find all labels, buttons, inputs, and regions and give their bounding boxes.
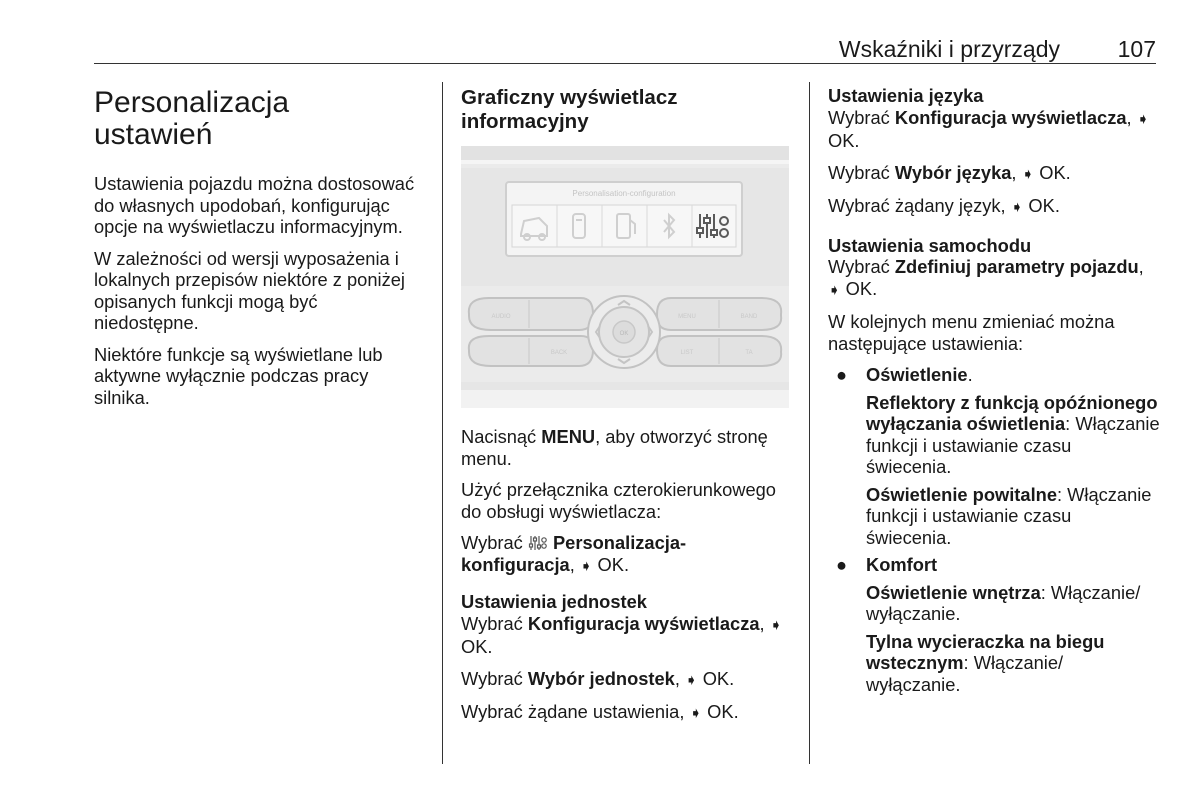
section-heading: [461, 86, 791, 134]
column-2: [461, 86, 791, 134]
paragraph: [461, 701, 791, 725]
paragraph: [461, 668, 791, 692]
ok-label: OK: [828, 130, 855, 151]
list-button: LIST: [680, 350, 694, 356]
text-run: ,: [759, 612, 770, 634]
text-run: .: [872, 277, 878, 299]
arrow-icon: ➧: [769, 616, 783, 634]
text-run: .: [729, 667, 735, 689]
text-run: .: [623, 553, 630, 575]
ta-button: TA: [745, 350, 753, 356]
arrow-icon: ➧: [689, 705, 703, 722]
text-run: .: [733, 701, 739, 722]
text-run: Nacisnąć: [461, 426, 542, 447]
ok-button: OK: [619, 331, 629, 337]
setting-description: : Włączanie/ wyłączanie.: [866, 581, 1141, 624]
band-button: BAND: [740, 314, 758, 320]
menu-button: MENU: [678, 314, 696, 320]
setting-description: : Włączanie funkcji i ustawianie czasu świecenia.: [866, 413, 1160, 477]
setting-name: Tylna wycieraczka na biegu wstecznym: [866, 630, 1105, 673]
text-run: Wybrać: [461, 612, 528, 634]
page-number: 107: [1117, 36, 1156, 62]
paragraph: [828, 162, 1160, 186]
setting-description: : Włączanie/ wyłączanie.: [866, 652, 1064, 695]
text-run: .: [1054, 195, 1060, 216]
section-title: Wskaźniki i przyrządy: [838, 36, 1060, 62]
arrow-icon: ➧: [1136, 110, 1150, 128]
arrow-icon: ➧: [685, 671, 698, 689]
paragraph: W zależności od wersji wyposażenia i lokalnych przepisów niektóre z poniżej opisanych funkcji mogą być niedostępne.: [94, 247, 405, 333]
list-item-title: Komfort: [866, 554, 938, 575]
text-run: .: [487, 636, 493, 657]
sub-item: [828, 484, 1160, 549]
menu-item-label: Konfiguracja wyświetlacza: [527, 612, 760, 634]
list-item: [828, 364, 1160, 386]
heading-line-2: informacyjny: [461, 110, 589, 133]
menu-item-label: Konfiguracja wyświetlacza: [894, 106, 1127, 128]
paragraph: [461, 426, 791, 469]
four-way-switch: [588, 296, 660, 368]
text-run: ,: [1138, 256, 1144, 277]
text-run: Wybrać: [828, 106, 895, 128]
ok-label: OK: [707, 701, 734, 722]
ok-label: OK: [702, 667, 730, 689]
arrow-icon: ➧: [1021, 165, 1035, 183]
setting-name: Reflektory z funkcją opóźnionego wyłączania oświetlenia: [866, 391, 1158, 434]
paragraph: [828, 107, 1160, 152]
heading-line-1: Graficzny wyświetlacz: [461, 86, 678, 109]
arrow-icon: ➧: [579, 557, 593, 575]
column-2-text: [461, 426, 791, 735]
text-run: .: [967, 364, 973, 385]
setting-description: : Włączanie funkcji i ustawianie czasu świecenia.: [866, 483, 1152, 548]
ok-label: OK: [845, 277, 873, 299]
header-rule: [94, 63, 1156, 64]
ok-label: OK: [597, 553, 624, 575]
text-run: , aby otworzyć stronę menu.: [461, 426, 768, 469]
text-run: Wybrać żądany język,: [828, 195, 1011, 216]
subheading-text: Ustawienia samochodu: [828, 234, 1032, 256]
column-divider-2: [809, 82, 810, 764]
bullet-icon: ●: [836, 364, 848, 385]
text-run: ,: [1011, 161, 1022, 183]
menu-item-label: Wybór języka: [894, 161, 1012, 183]
subheading-text: Ustawienia języka: [828, 85, 984, 106]
menu-item-label: Wybór jednostek: [527, 667, 675, 689]
paragraph: [461, 532, 791, 577]
arrow-icon: ➧: [1010, 199, 1024, 216]
menu-key-label: MENU: [541, 426, 596, 447]
text-run: ,: [674, 667, 686, 689]
ok-label: OK: [461, 636, 488, 657]
heading-line-2: ustawień: [94, 118, 213, 151]
subheading-text: Ustawienia jednostek: [461, 591, 647, 612]
display-title: Personalisation-configuration: [572, 189, 676, 198]
paragraph: [461, 613, 791, 658]
menu-item-label: Personalizacja-konfiguracja: [461, 532, 687, 575]
subheading: [828, 235, 1160, 257]
text-run: .: [1065, 161, 1071, 183]
text-run: Wybrać: [828, 256, 895, 277]
sub-item: [828, 392, 1160, 478]
paragraph: [828, 256, 1160, 301]
paragraph: [828, 195, 1160, 219]
text-run: ,: [1126, 106, 1137, 128]
paragraph: Użyć przełącznika czterokierunkowego do obsługi wyświetlacza:: [461, 479, 776, 522]
display-figure: [461, 146, 789, 408]
main-heading: [94, 87, 424, 151]
sub-item: [828, 582, 1160, 625]
heading-line-1: Personalizacja: [94, 86, 290, 119]
ok-label: OK: [1028, 195, 1055, 216]
text-run: .: [854, 130, 860, 151]
subheading: [461, 591, 791, 613]
sub-item: [828, 631, 1160, 696]
text-run: Wybrać: [461, 667, 528, 689]
text-run: Wybrać żądane ustawienia,: [461, 701, 690, 722]
text-run: ,: [569, 553, 580, 575]
ok-label: OK: [1039, 161, 1066, 183]
column-1: [94, 87, 424, 418]
column-divider-1: [442, 82, 443, 764]
subheading: [828, 85, 1160, 107]
audio-button: AUDIO: [491, 314, 511, 320]
column-3: [828, 85, 1160, 701]
paragraph: Ustawienia pojazdu można dostosować do własnych upodobań, konfigurując opcje na wyświetlaczu informacyjnym.: [94, 173, 415, 237]
back-button: BACK: [550, 350, 568, 356]
list-item: [828, 554, 1160, 576]
bullet-icon: ●: [836, 554, 848, 575]
paragraph: Niektóre funkcje są wyświetlane lub aktywne wyłącznie podczas pracy silnika.: [94, 343, 383, 408]
text-run: Wybrać: [828, 161, 895, 183]
arrow-icon: ➧: [828, 281, 841, 299]
settings-sliders-icon: [528, 535, 548, 551]
list-item-title: Oświetlenie: [866, 364, 968, 385]
text-run: Wybrać: [461, 532, 528, 553]
menu-item-label: Zdefiniuj parametry pojazdu: [894, 256, 1139, 277]
setting-name: Oświetlenie wnętrza: [866, 581, 1041, 603]
paragraph: W kolejnych menu zmieniać można następujące ustawienia:: [828, 311, 1115, 354]
setting-name: Oświetlenie powitalne: [866, 483, 1057, 505]
